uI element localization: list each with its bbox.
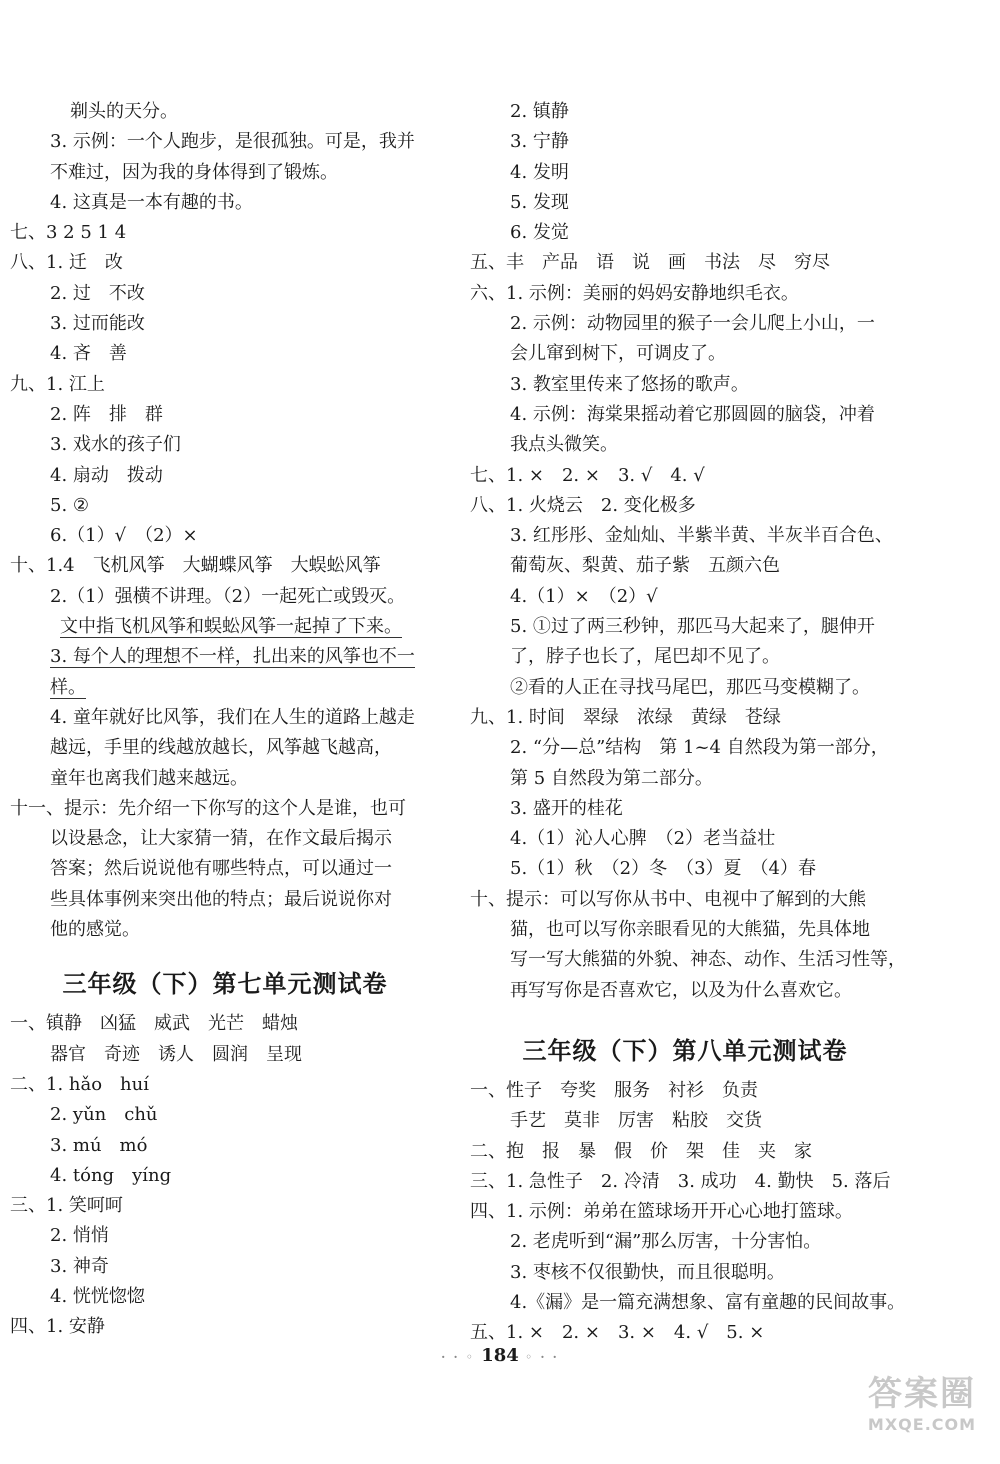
answer-text: 3. 宁静 [510,131,569,153]
answer-text: 三、1. 急性子 2. 冷清 3. 成功 4. 勤快 5. 落后 [470,1170,891,1192]
answer-line [470,370,900,400]
answer-text: 器官 奇迹 诱人 圆润 呈现 [50,1043,302,1065]
answer-line [470,673,900,703]
answer-text: 七、1. × 2. × 3. √ 4. √ [470,464,705,486]
answer-text: 越远，手里的线越放越长，风筝越飞越高， [50,737,392,759]
answer-text: 3. 教室里传来了悠扬的歌声。 [510,373,749,395]
answer-text: 4. 扇动 拨动 [50,464,163,486]
answer-line [470,279,900,309]
answer-text: 4. 这真是一本有趣的书。 [50,191,253,213]
answer-text: 样。 [50,676,86,698]
answer-line [10,1131,440,1161]
answer-line [10,248,440,278]
watermark-logo [852,1366,992,1456]
answer-text: 第 5 自然段为第二部分。 [510,767,713,789]
answer-text: 4.《漏》是一篇充满想象、富有童趣的民间故事。 [510,1291,906,1313]
page-number: 184 [481,1345,519,1366]
answer-text: 了，脖子也长了，尾巴却不见了。 [510,646,780,668]
answer-text: 十、提示：可以写你从书中、电视中了解到的大熊 [470,888,866,910]
answer-line [10,97,440,127]
unit7-answer-lines [10,1009,440,1342]
answer-text: 2. yǔn chǔ [50,1104,158,1126]
answer-line [10,1161,440,1191]
answer-line [470,764,900,794]
unit7-heading: 三年级（下）第七单元测试卷 [62,970,388,999]
answer-text: 3. 枣核不仅很勤快，而且很聪明。 [510,1261,785,1283]
answer-line [10,521,440,551]
answer-text: 3. 红彤彤、金灿灿、半紫半黄、半灰半百合色、 [510,525,893,547]
answer-line [470,945,906,975]
answer-line [10,1191,440,1221]
answer-text: 手艺 莫非 厉害 粘胶 交货 [510,1110,762,1132]
answer-line [470,309,900,339]
answer-line [470,1106,900,1136]
answer-text: 5. ② [50,494,90,516]
answer-text: 八、1. 火烧云 2. 变化极多 [470,494,696,516]
footer-dots-left: · · ◦ [441,1350,475,1364]
answer-line [10,127,440,157]
answer-line [470,551,900,581]
answer-text: 2. 悄悄 [50,1225,109,1247]
answer-line [470,1258,900,1288]
watermark-title: 答案圈 [868,1374,976,1414]
answer-line [470,400,900,430]
watermark-url: MXQE.COM [867,1415,977,1434]
answer-line [470,521,900,551]
answer-text: 2. 老虎听到“漏”那么厉害，十分害怕。 [510,1231,822,1253]
answer-text: 6. 发觉 [510,222,569,244]
answer-text: 四、1. 安静 [10,1316,105,1338]
answer-text: 再写写你是否喜欢它，以及为什么喜欢它。 [510,979,852,1001]
unit8-answer-lines [470,1076,906,1349]
answer-text: 八、1. 迁 改 [10,252,123,274]
answer-text: 二、抱 报 暴 假 价 架 佳 夹 家 [470,1140,812,1162]
answer-line [10,1009,440,1039]
answer-text: 2. “分—总”结构 第 1~4 自然段为第一部分， [510,737,889,759]
answer-line [10,764,440,794]
answer-text: 十、1.4 飞机风筝 大蝴蝶风筝 大蜈蚣风筝 [10,555,381,577]
answer-line [470,733,900,763]
answer-text: 6.（1）√ （2）× [50,525,198,547]
answer-line [10,642,440,672]
answer-line [10,370,440,400]
answer-text: 会儿窜到树下，可调皮了。 [510,343,726,365]
answer-text: 九、1. 时间 翠绿 浓绿 黄绿 苍绿 [470,706,781,728]
answer-text: 3. mú mó [50,1134,148,1156]
answer-line [10,673,440,703]
answer-line [470,218,900,248]
answer-text: 九、1. 江上 [10,373,105,395]
answer-text: 2. 阵 排 群 [50,403,163,425]
answer-text: 3. 过而能改 [50,313,145,335]
answer-text: 2.（1）强横不讲理。（2）一起死亡或毁灭。 [50,585,406,607]
answer-text: 2. 示例：动物园里的猴子一会儿爬上小山，一 [510,313,875,335]
answer-line [470,491,900,521]
answer-line [10,854,440,884]
answer-line [10,612,440,642]
right-answer-lines [470,97,906,1006]
answer-line [470,854,900,884]
answer-line [470,582,900,612]
unit8-heading: 三年级（下）第八单元测试卷 [522,1036,848,1065]
answer-line [10,1312,440,1342]
answer-text: 十一、提示：先介绍一下你写的这个人是谁，也可 [10,797,406,819]
answer-line [10,491,440,521]
answer-line [470,1076,900,1106]
answer-line [10,158,440,188]
answer-text: 剃头的天分。 [70,101,178,122]
answer-text: 一、镇静 凶猛 威武 光芒 蜡烛 [10,1013,298,1035]
answer-line [10,1040,440,1070]
answer-line [10,218,440,248]
answer-text: 些具体事例来突出他的特点；最后说说你对 [50,888,392,910]
answer-text: 一、性子 夸奖 服务 衬衫 负责 [470,1079,758,1101]
answer-line [470,188,900,218]
answer-line [10,309,440,339]
answer-line [10,1282,440,1312]
answer-line [470,824,900,854]
answer-text: 三、1. 笑呵呵 [10,1195,123,1217]
answer-line [470,158,900,188]
answer-text: 2. 过 不改 [50,282,145,304]
answer-text: 2. 镇静 [510,101,569,122]
answer-line [10,703,440,733]
answer-line [470,915,900,945]
answer-line [470,1227,900,1257]
answer-text: 3. 示例：一个人跑步，是很孤独。可是，我并 [50,131,415,153]
answer-line [470,794,900,824]
answer-text: 4.（1）× （2）√ [510,585,658,607]
answer-line [470,97,900,127]
answer-text: 文中指飞机风筝和蜈蚣风筝一起掉了下来。 [60,616,402,638]
answer-text: 六、1. 示例：美丽的妈妈安静地织毛衣。 [470,282,799,304]
answer-text: 不难过，因为我的身体得到了锻炼。 [50,161,338,183]
answer-text: 3. 盛开的桂花 [510,797,623,819]
answer-line [10,733,440,763]
answer-line [470,976,900,1006]
answer-line [470,127,900,157]
answer-text: 童年也离我们越来越远。 [50,767,248,789]
answer-text: ②看的人正在寻找马尾巴，那匹马变模糊了。 [510,676,870,698]
answer-line [470,885,900,915]
answer-line [10,461,440,491]
answer-text: 以设悬念，让大家猜一猜，在作文最后揭示 [50,828,392,850]
answer-line [10,430,440,460]
answer-text: 5.（1）秋 （2）冬 （3）夏 （4）春 [510,858,816,880]
answer-text: 4. 发明 [510,161,569,183]
answer-text: 写一写大熊猫的外貌、神态、动作、生活习性等， [510,949,906,971]
answer-line [10,1100,440,1130]
answer-text: 4. 吝 善 [50,343,127,365]
answer-line [470,248,900,278]
answer-text: 4. 童年就好比风筝，我们在人生的道路上越走 [50,706,415,728]
answer-line [10,400,440,430]
answer-line [10,1252,440,1282]
answer-line [10,1221,440,1251]
answer-text: 五、丰 产品 语 说 画 书法 尽 穷尽 [470,252,830,274]
answer-text: 我点头微笑。 [510,434,618,456]
answer-line [470,1137,900,1167]
answer-line [470,339,900,369]
left-answer-lines [10,97,440,945]
answer-text: 五、1. × 2. × 3. × 4. √ 5. × [470,1322,765,1344]
answer-text: 四、1. 示例：弟弟在篮球场开开心心地打篮球。 [470,1201,853,1223]
answer-line [470,461,900,491]
answer-line [10,188,440,218]
answer-line [470,612,900,642]
answer-line [470,642,900,672]
answer-text: 5. 发现 [510,191,569,213]
answer-line [10,1070,440,1100]
answer-text: 二、1. hǎo huí [10,1073,149,1095]
answer-text: 3. 戏水的孩子们 [50,434,181,456]
answer-text: 葡萄灰、梨黄、茄子紫 五颜六色 [510,555,780,577]
footer-dots-right: ◦ · · [525,1350,559,1364]
answer-line [10,339,440,369]
answer-line [470,430,900,460]
answer-text: 答案；然后说说他有哪些特点，可以通过一 [50,858,392,880]
answer-text: 七、3 2 5 1 4 [10,222,127,244]
answer-text: 3. 神奇 [50,1255,109,1277]
answer-text: 4. 示例：海棠果摇动着它那圆圆的脑袋，冲着 [510,403,875,425]
answer-text: 猫，也可以写你亲眼看见的大熊猫，先具体地 [510,919,870,941]
answer-line [10,582,440,612]
answer-line [10,824,440,854]
answer-text: 3. 每个人的理想不一样，扎出来的风筝也不一 [50,646,415,668]
answer-line [10,885,440,915]
answer-line [470,703,900,733]
right-column [470,97,906,1349]
answer-text: 4. 恍恍惚惚 [50,1285,145,1307]
answer-text: 4.（1）沁人心脾 （2）老当益壮 [510,828,776,850]
answer-line [10,794,440,824]
answer-line [10,279,440,309]
answer-text: 5. ①过了两三秒钟，那匹马大起来了，腿伸开 [510,616,875,638]
answer-line [470,1167,900,1197]
answer-text: 4. tóng yíng [50,1164,172,1186]
answer-text: 他的感觉。 [50,919,140,941]
answer-line [470,1197,900,1227]
page-footer [0,1345,1000,1366]
answer-line [10,551,440,581]
left-column [10,97,440,1343]
answer-line [470,1288,906,1318]
answer-line [10,915,440,945]
